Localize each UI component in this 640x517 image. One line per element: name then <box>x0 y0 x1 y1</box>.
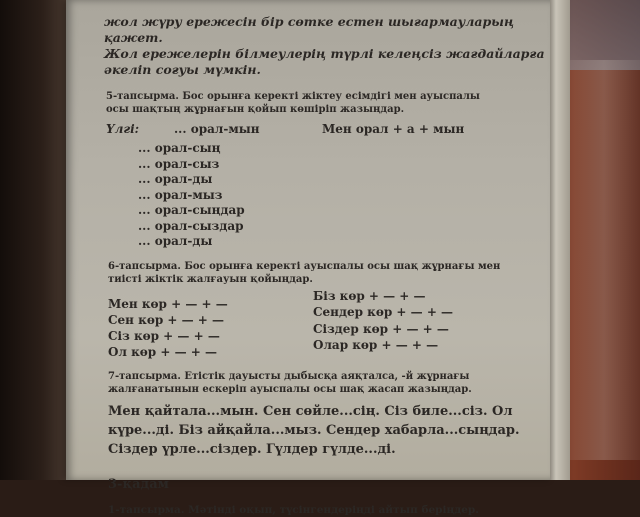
task-7-text-line2: жалғанатынын ескеріп ауыспалы осы шақ жасап жазыңдар. <box>108 383 472 395</box>
step-3-title: 3-қадам <box>108 476 169 492</box>
list-item: Біз көр + — + — <box>313 288 426 303</box>
task-5-example <box>106 122 548 137</box>
task-7-body <box>108 402 548 459</box>
list-item: ... орал-мыз <box>138 187 223 202</box>
task-5-list <box>138 141 548 250</box>
task-1-heading <box>108 504 548 517</box>
page-edge <box>550 0 570 480</box>
page-content <box>104 14 548 517</box>
list-item: ... орал-сыздар <box>138 218 244 233</box>
task-7-text: Етістік дауысты дыбысқа аяқталса, -й жұрнағы <box>180 370 470 382</box>
task-6-label: 6-тапсырма. <box>108 260 181 272</box>
task-7-label: 7-тапсырма. <box>108 370 181 382</box>
example-right: Мен орал + а + мын <box>322 122 465 136</box>
intro-paragraph <box>104 14 548 78</box>
task-5 <box>106 90 548 250</box>
list-item: Сен көр + — + — <box>108 312 225 327</box>
task-1 <box>108 504 548 517</box>
list-item: Мен көр + — + — <box>108 296 228 311</box>
list-item: Сіздер көр + — + — <box>313 321 449 336</box>
task-5-text: Бос орынға керекті жіктеу есімдігі мен ауыспалы <box>178 91 480 102</box>
list-item: ... орал-сыңдар <box>138 203 245 217</box>
task-6-columns <box>108 288 548 360</box>
task-5-text-line2: осы шақтың жұрнағын қойып көшіріп жазыңдар. <box>106 104 405 115</box>
background-left <box>0 0 70 480</box>
intro-line: Жол ережелерін білмеулерің түрлі келеңсіз жағдайларға <box>104 46 545 61</box>
list-item: ... орал-сыз <box>138 156 220 171</box>
task-1-label: 1-тапсырма. <box>108 503 185 516</box>
task-7-line: Мен қайтала...мын. Сен сөйле...сің. Сіз биле...сіз. Ол <box>108 403 513 419</box>
list-item: ... орал-сың <box>138 141 221 155</box>
task-6-text-line2: тиісті жіктік жалғауын қойыңдар. <box>108 273 313 285</box>
task-1-text: Мәтінді оқып, түсінгендеріңді айтып беріңдер. <box>184 503 479 516</box>
task-6-text: Бос орынға керекті ауыспалы осы шақ жұрнағы мен <box>180 260 501 272</box>
intro-line: әкеліп соғуы мүмкін. <box>104 62 261 77</box>
list-item: Олар көр + — + — <box>313 338 439 352</box>
example-label: Үлгі: <box>106 122 140 136</box>
list-item: ... орал-ды <box>138 234 213 248</box>
task-5-heading <box>106 90 548 103</box>
list-item: Сендер көр + — + — <box>313 305 454 319</box>
example-left: ... орал-мын <box>174 122 260 136</box>
intro-line: жол жүру ережесін бір сөтке естен шығармауларың қажет. <box>104 14 515 45</box>
task-7 <box>108 370 548 459</box>
task-7-line: күре...ді. Біз айқайла...мыз. Сендер хабарла...сыңдар. <box>108 422 520 438</box>
task-6 <box>108 260 548 360</box>
task-5-label: 5-тапсырма. <box>106 91 179 102</box>
step-3 <box>108 477 548 492</box>
list-item: ... орал-ды <box>138 172 213 186</box>
list-item: Сіз көр + — + — <box>108 328 220 343</box>
task-7-heading <box>108 370 548 383</box>
task-7-line: Сіздер үрле...сіздер. Гүлдер гүлде...ді. <box>108 441 396 457</box>
task-6-left-column <box>108 296 313 360</box>
task-6-heading <box>108 260 548 273</box>
task-6-right-column <box>313 288 453 360</box>
list-item: Ол көр + — + — <box>108 344 217 359</box>
